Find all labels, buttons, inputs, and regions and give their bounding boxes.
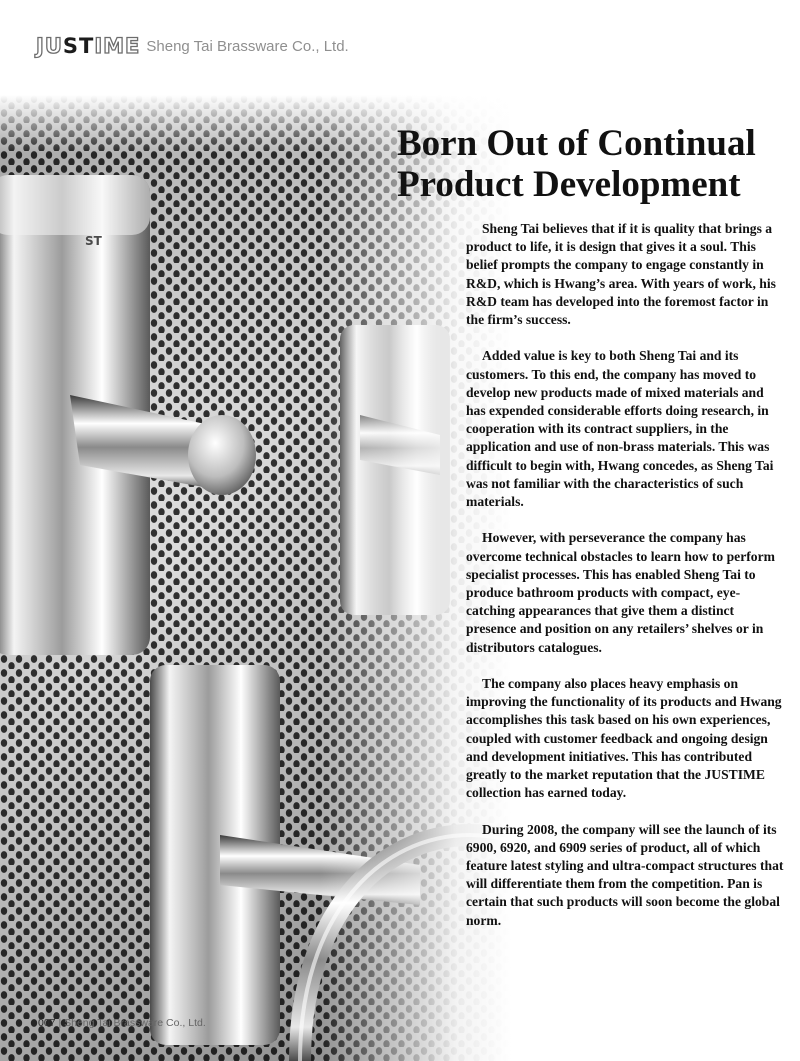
- paragraph-5: During 2008, the company will see the launch of its 6900, 6920, and 6909 series of product, all of which feature latest styling and ultra-compact structures that will differentiate them from the competition. Pan is certain that such products will soon become the global norm.: [466, 821, 784, 928]
- footer-separator: |: [58, 1017, 62, 1029]
- paragraph-3: However, with perseverance the company has overcome technical obstacles to learn how to perform specialist processes. This has enabled Sheng Tai to produce bathroom products with compact, eye-catching appearances that give them a distinct presence and position on any retailers’ shelves or in distributors catalogues.: [466, 530, 775, 655]
- page-number: 007: [38, 1017, 56, 1029]
- justime-logo: JUSTIME: [36, 33, 141, 58]
- article-title: Born Out of Continual Product Development: [397, 123, 756, 205]
- header-company-name: Sheng Tai Brassware Co., Ltd.: [146, 37, 349, 55]
- paragraph-4: The company also places heavy emphasis on improving the functionality of its products and Hwang accomplishes this task based on his own experiences, coupled with customer feedback and ongoing design and development initiatives. This has contributed greatly to the market reputation that the JUSTIME collection has earned today.: [466, 676, 782, 801]
- paragraph-2: Added value is key to both Sheng Tai and its customers. To this end, the company has moved to develop new products made of mixed materials and has expended considerable efforts doing research, in cooperation with its contract suppliers, in the application and use of non-brass materials. This was difficult to begin with, Hwang concedes, as Sheng Tai was not familiar with the characteristics of such materials.: [466, 348, 774, 510]
- paragraph-1: Sheng Tai believes that if it is quality that brings a product to life, it is design that gives it a soul. This belief prompts the company to engage constantly in R&D, which is Hwang’s area. With years of work, his R&D team has developed into the foremost factor in the firm’s success.: [466, 221, 776, 328]
- article-body: [466, 220, 786, 948]
- page-footer: [38, 1018, 206, 1029]
- footer-company-name: Sheng Tai Brassware Co., Ltd.: [64, 1017, 206, 1029]
- page-header: [36, 34, 349, 58]
